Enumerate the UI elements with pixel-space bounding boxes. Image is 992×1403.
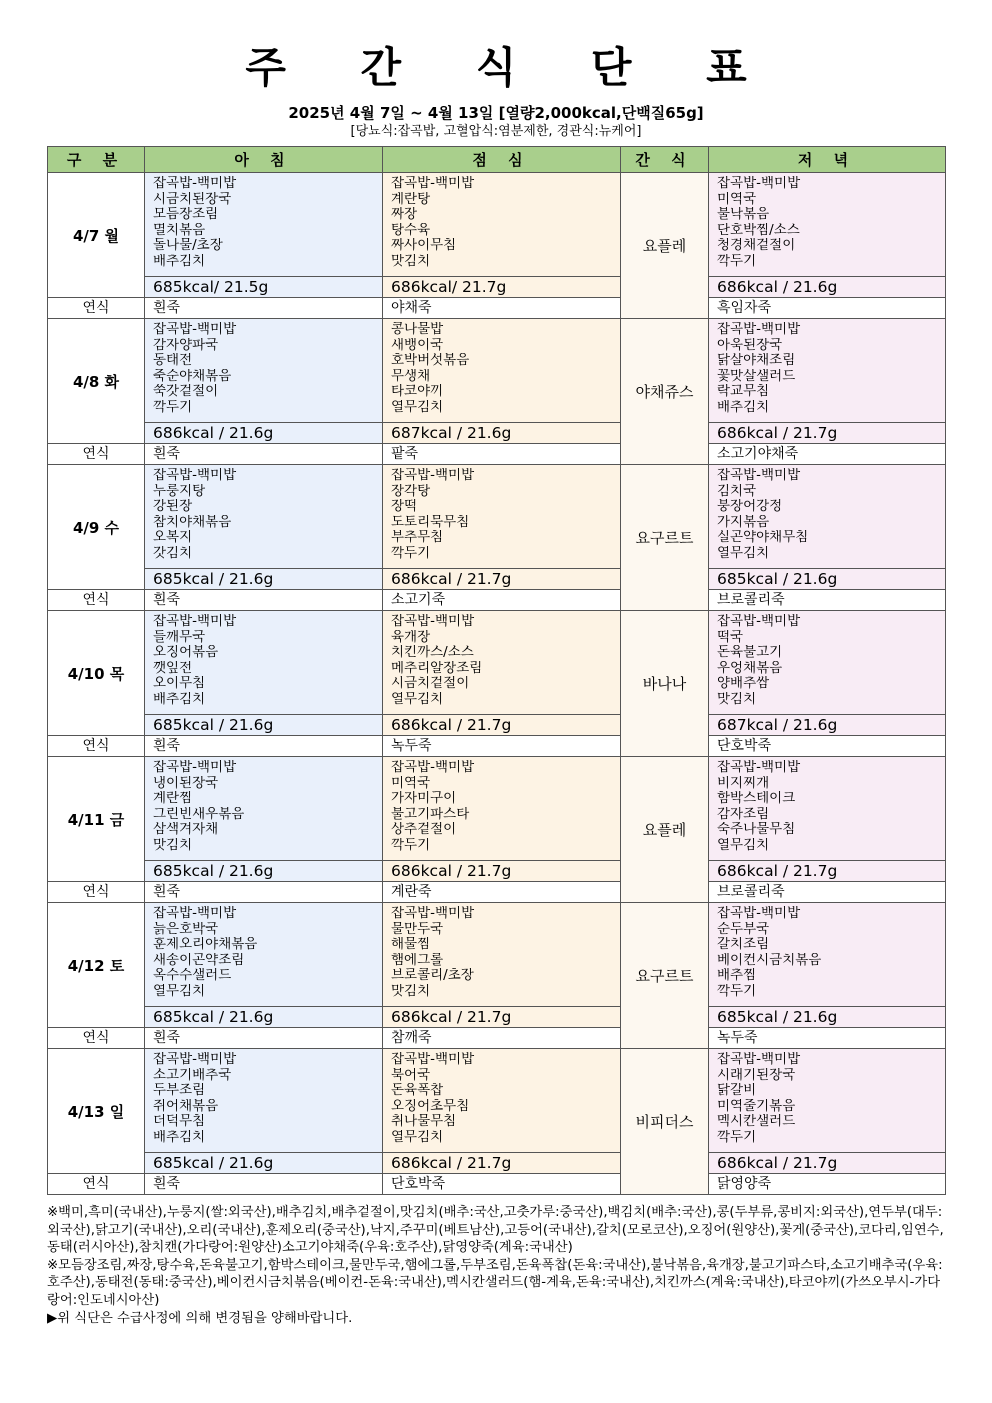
lunch-kcal: 686kcal / 21.7g xyxy=(383,1007,621,1028)
snack-item: 요구르트 xyxy=(621,465,709,611)
breakfast-porridge: 흰죽 xyxy=(145,1028,383,1049)
dinner-kcal: 687kcal / 21.6g xyxy=(709,715,946,736)
menu-item: 잡곡밥-백미밥 xyxy=(153,760,237,775)
header-breakfast: 아 침 xyxy=(145,147,383,173)
menu-item: 잡곡밥-백미밥 xyxy=(391,614,475,629)
snack-item: 바나나 xyxy=(621,611,709,757)
menu-item: 더덕무침 xyxy=(153,1114,206,1130)
day-items-row xyxy=(48,465,946,569)
lunch-porridge: 녹두죽 xyxy=(383,736,621,757)
menu-item: 가자미구이 xyxy=(391,791,457,807)
menu-item: 계란탕 xyxy=(391,191,431,207)
menu-item: 순두부국 xyxy=(717,921,770,937)
menu-item: 가지볶음 xyxy=(717,514,770,530)
menu-item: 닭살야채조림 xyxy=(717,353,796,369)
menu-item: 양배추쌈 xyxy=(717,676,770,692)
day-label: 4/7 월 xyxy=(48,173,145,298)
menu-item: 깍두기 xyxy=(717,1129,757,1145)
menu-item: 갈치조림 xyxy=(717,937,770,953)
menu-item: 부추무침 xyxy=(391,530,444,546)
menu-item: 호박버섯볶음 xyxy=(391,353,470,369)
menu-item: 멕시칸샐러드 xyxy=(717,1114,796,1130)
date-range-subtitle: 2025년 4월 7일 ~ 4월 13일 [열량2,000kcal,단백질65g] xyxy=(288,104,704,122)
lunch-porridge: 단호박죽 xyxy=(383,1174,621,1195)
snack-item: 요플레 xyxy=(621,173,709,319)
lunch-porridge: 참깨죽 xyxy=(383,1028,621,1049)
menu-item: 도토리묵무침 xyxy=(391,514,470,530)
menu-item: 떡국 xyxy=(717,629,744,645)
dinner-porridge: 소고기야채죽 xyxy=(709,444,946,465)
menu-item: 베이컨시금치볶음 xyxy=(717,952,822,968)
menu-item: 잡곡밥-백미밥 xyxy=(717,906,801,921)
dinner-items xyxy=(709,1049,946,1153)
menu-item: 북어국 xyxy=(391,1067,431,1083)
menu-item: 붕장어강정 xyxy=(717,499,783,515)
dinner-kcal: 686kcal / 21.6g xyxy=(709,277,946,298)
menu-item: 맛김치 xyxy=(391,983,431,999)
origin-note-2: ※모듬장조림,짜장,탕수육,돈육불고기,함박스테이크,물만두국,햄에그롤,두부조림,돈육폭찹(돈육:국내산),불낙볶음,육개장,불고기파스타,소고기배추국(우육:호주산),동태전(동태:중국산),베이컨시금치볶음(베이컨-돈육:국내산),멕시칸샐러드(햄-계육,돈육:국내산),치킨까스(계육:국내산),타코야끼(가쓰오부시-가다랑어:인도네시아산) xyxy=(47,1257,943,1308)
breakfast-items xyxy=(145,611,383,715)
menu-item: 우엉채볶음 xyxy=(717,660,783,676)
menu-item: 강된장 xyxy=(153,499,193,515)
menu-item: 육개장 xyxy=(391,629,431,645)
weekly-menu-table xyxy=(47,146,946,1195)
snack-item: 요플레 xyxy=(621,757,709,903)
menu-item: 깍두기 xyxy=(717,983,757,999)
menu-item: 동태전 xyxy=(153,353,193,369)
menu-item: 맛김치 xyxy=(391,253,431,269)
menu-item: 맛김치 xyxy=(717,691,757,707)
dinner-porridge: 닭영양죽 xyxy=(709,1174,946,1195)
day-items-row xyxy=(48,173,946,277)
lunch-kcal: 686kcal / 21.7g xyxy=(383,1153,621,1174)
menu-item: 메추리알장조림 xyxy=(391,660,483,676)
menu-item: 늙은호박국 xyxy=(153,921,219,937)
breakfast-items xyxy=(145,319,383,423)
lunch-items xyxy=(383,1049,621,1153)
menu-item: 짜장 xyxy=(391,207,418,223)
menu-item: 죽순야채볶음 xyxy=(153,368,232,384)
day-label: 4/8 화 xyxy=(48,319,145,444)
menu-body xyxy=(48,173,946,1195)
menu-item: 돈육불고기 xyxy=(717,645,783,661)
menu-item: 미역국 xyxy=(717,191,757,207)
porridge-row xyxy=(48,298,946,319)
menu-item: 삼색겨자채 xyxy=(153,822,219,838)
menu-item: 콩나물밥 xyxy=(391,322,444,337)
menu-item: 장떡 xyxy=(391,499,418,515)
menu-item: 감자조림 xyxy=(717,806,770,822)
dinner-kcal: 686kcal / 21.7g xyxy=(709,423,946,444)
breakfast-items xyxy=(145,173,383,277)
menu-item: 단호박찜/소스 xyxy=(717,222,800,238)
menu-item: 훈제오리야채볶음 xyxy=(153,937,258,953)
menu-item: 갓김치 xyxy=(153,545,193,561)
menu-item: 깍두기 xyxy=(153,399,193,415)
menu-item: 시금치된장국 xyxy=(153,191,232,207)
menu-item: 잡곡밥-백미밥 xyxy=(391,906,475,921)
breakfast-items xyxy=(145,1049,383,1153)
lunch-kcal: 686kcal/ 21.7g xyxy=(383,277,621,298)
breakfast-porridge: 흰죽 xyxy=(145,590,383,611)
dinner-kcal: 685kcal / 21.6g xyxy=(709,569,946,590)
lunch-items xyxy=(383,611,621,715)
menu-item: 잡곡밥-백미밥 xyxy=(717,468,801,483)
day-label: 4/10 목 xyxy=(48,611,145,736)
porridge-label: 연식 xyxy=(48,1174,145,1195)
menu-item: 쥐어채볶음 xyxy=(153,1098,219,1114)
dinner-items xyxy=(709,173,946,277)
breakfast-porridge: 흰죽 xyxy=(145,1174,383,1195)
menu-item: 청경채겉절이 xyxy=(717,238,796,254)
menu-item: 시래기된장국 xyxy=(717,1067,796,1083)
snack-item: 비피더스 xyxy=(621,1049,709,1195)
menu-item: 상추겉절이 xyxy=(391,822,457,838)
day-items-row xyxy=(48,1049,946,1153)
menu-item: 깻잎전 xyxy=(153,660,193,676)
menu-item: 열무김치 xyxy=(717,545,770,561)
menu-item: 오징어초무침 xyxy=(391,1098,470,1114)
lunch-items xyxy=(383,903,621,1007)
lunch-kcal: 686kcal / 21.7g xyxy=(383,569,621,590)
breakfast-kcal: 685kcal / 21.6g xyxy=(145,1007,383,1028)
dinner-items xyxy=(709,611,946,715)
breakfast-porridge: 흰죽 xyxy=(145,736,383,757)
header-lunch: 점 심 xyxy=(383,147,621,173)
porridge-row xyxy=(48,882,946,903)
menu-item: 감자양파국 xyxy=(153,337,219,353)
breakfast-kcal: 685kcal / 21.6g xyxy=(145,569,383,590)
header-row xyxy=(48,147,946,173)
menu-item: 물만두국 xyxy=(391,921,444,937)
breakfast-kcal: 685kcal / 21.6g xyxy=(145,861,383,882)
menu-item: 깍두기 xyxy=(717,253,757,269)
menu-item: 깍두기 xyxy=(391,837,431,853)
menu-item: 누룽지탕 xyxy=(153,483,206,499)
breakfast-porridge: 흰죽 xyxy=(145,298,383,319)
lunch-items xyxy=(383,319,621,423)
menu-item: 해물찜 xyxy=(391,937,431,953)
menu-item: 취나물무침 xyxy=(391,1114,457,1130)
menu-item: 꽃맛살샐러드 xyxy=(717,368,796,384)
day-items-row xyxy=(48,757,946,861)
menu-item: 닭갈비 xyxy=(717,1083,757,1099)
breakfast-kcal: 685kcal / 21.6g xyxy=(145,715,383,736)
day-kcal-row xyxy=(48,277,946,298)
dinner-porridge: 브로콜리죽 xyxy=(709,590,946,611)
menu-item: 열무김치 xyxy=(391,399,444,415)
menu-item: 열무김치 xyxy=(391,691,444,707)
menu-item: 배추김치 xyxy=(153,691,206,707)
day-kcal-row xyxy=(48,715,946,736)
menu-item: 잡곡밥-백미밥 xyxy=(391,176,475,191)
origin-note-1: ※백미,흑미(국내산),누룽지(쌀:외국산),배추김치,배추겉절이,맛김치(배추:국산,고춧가루:중국산),백김치(배추:국산),콩(두부류,콩비지:외국산),연두부(대두:외국산),닭고기(국내산),오리(국내산),훈제오리(중국산),낙지,주꾸미(베트남산),고등어(국내산),갈치(모로코산),오징어(원양산),꽃게(중국산),코다리,임연수,동태(러시아산),참치캔(가다랑어:원양산)소고기야채죽(우육:호주산),닭영양죽(계육:국내산) xyxy=(47,1205,944,1256)
menu-item: 맛김치 xyxy=(153,837,193,853)
menu-item: 오징어볶음 xyxy=(153,645,219,661)
lunch-porridge: 소고기죽 xyxy=(383,590,621,611)
lunch-porridge: 팥죽 xyxy=(383,444,621,465)
menu-item: 잡곡밥-백미밥 xyxy=(153,614,237,629)
dinner-items xyxy=(709,465,946,569)
lunch-items xyxy=(383,173,621,277)
porridge-row xyxy=(48,1028,946,1049)
menu-item: 잡곡밥-백미밥 xyxy=(153,468,237,483)
day-items-row xyxy=(48,611,946,715)
menu-item: 숙주나물무침 xyxy=(717,822,796,838)
day-kcal-row xyxy=(48,1153,946,1174)
menu-item: 미역국 xyxy=(391,775,431,791)
dinner-kcal: 686kcal / 21.7g xyxy=(709,1153,946,1174)
menu-item: 짜사이무침 xyxy=(391,238,457,254)
lunch-items xyxy=(383,465,621,569)
day-label: 4/12 토 xyxy=(48,903,145,1028)
menu-item: 아욱된장국 xyxy=(717,337,783,353)
menu-item: 잡곡밥-백미밥 xyxy=(717,614,801,629)
porridge-row xyxy=(48,1174,946,1195)
porridge-label: 연식 xyxy=(48,298,145,319)
menu-item: 불낙볶음 xyxy=(717,207,770,223)
lunch-porridge: 계란죽 xyxy=(383,882,621,903)
day-kcal-row xyxy=(48,569,946,590)
day-label: 4/13 일 xyxy=(48,1049,145,1174)
menu-item: 햄에그롤 xyxy=(391,952,444,968)
menu-item: 잡곡밥-백미밥 xyxy=(717,760,801,775)
day-kcal-row xyxy=(48,861,946,882)
dinner-kcal: 686kcal / 21.7g xyxy=(709,861,946,882)
dinner-porridge: 녹두죽 xyxy=(709,1028,946,1049)
porridge-label: 연식 xyxy=(48,444,145,465)
day-items-row xyxy=(48,319,946,423)
change-notice: ▶위 식단은 수급사정에 의해 변경됨을 양해바랍니다. xyxy=(47,1310,353,1326)
menu-item: 두부조림 xyxy=(153,1083,206,1099)
menu-item: 잡곡밥-백미밥 xyxy=(717,176,801,191)
menu-item: 잡곡밥-백미밥 xyxy=(153,322,237,337)
breakfast-items xyxy=(145,757,383,861)
breakfast-porridge: 흰죽 xyxy=(145,882,383,903)
menu-item: 옥수수샐러드 xyxy=(153,968,232,984)
dinner-porridge: 흑임자죽 xyxy=(709,298,946,319)
menu-item: 새뱅이국 xyxy=(391,337,444,353)
diet-note: [당뇨식:잡곡밥, 고혈압식:염분제한, 경관식:뉴케어] xyxy=(350,124,642,139)
lunch-kcal: 686kcal / 21.7g xyxy=(383,715,621,736)
snack-item: 야채쥬스 xyxy=(621,319,709,465)
day-kcal-row xyxy=(48,423,946,444)
lunch-kcal: 686kcal / 21.7g xyxy=(383,861,621,882)
dinner-items xyxy=(709,903,946,1007)
menu-item: 잡곡밥-백미밥 xyxy=(153,906,237,921)
menu-item: 잡곡밥-백미밥 xyxy=(717,1052,801,1067)
porridge-label: 연식 xyxy=(48,1028,145,1049)
dinner-items xyxy=(709,757,946,861)
menu-item: 실곤약야채무침 xyxy=(717,530,809,546)
menu-item: 비지찌개 xyxy=(717,775,770,791)
menu-item: 오이무침 xyxy=(153,676,206,692)
porridge-row xyxy=(48,444,946,465)
menu-item: 잡곡밥-백미밥 xyxy=(153,176,237,191)
menu-item: 그린빈새우볶음 xyxy=(153,806,245,822)
menu-item: 락교무침 xyxy=(717,384,770,400)
menu-item: 열무김치 xyxy=(153,983,206,999)
dinner-porridge: 브로콜리죽 xyxy=(709,882,946,903)
header-snack: 간 식 xyxy=(621,147,709,173)
menu-item: 타코야끼 xyxy=(391,384,444,400)
menu-item: 미역줄기볶음 xyxy=(717,1098,796,1114)
menu-item: 모듬장조림 xyxy=(153,207,219,223)
dinner-items xyxy=(709,319,946,423)
snack-item: 요구르트 xyxy=(621,903,709,1049)
menu-item: 배추김치 xyxy=(717,399,770,415)
porridge-label: 연식 xyxy=(48,590,145,611)
breakfast-kcal: 685kcal/ 21.5g xyxy=(145,277,383,298)
lunch-kcal: 687kcal / 21.6g xyxy=(383,423,621,444)
menu-item: 잡곡밥-백미밥 xyxy=(717,322,801,337)
porridge-row xyxy=(48,590,946,611)
menu-item: 계란찜 xyxy=(153,791,193,807)
menu-item: 돈육폭찹 xyxy=(391,1083,444,1099)
menu-item: 들깨무국 xyxy=(153,629,206,645)
day-label: 4/11 금 xyxy=(48,757,145,882)
porridge-row xyxy=(48,736,946,757)
menu-item: 쑥갓겉절이 xyxy=(153,384,219,400)
breakfast-kcal: 686kcal / 21.6g xyxy=(145,423,383,444)
dinner-porridge: 단호박죽 xyxy=(709,736,946,757)
lunch-porridge: 야채죽 xyxy=(383,298,621,319)
menu-item: 장각탕 xyxy=(391,483,431,499)
menu-item: 배추김치 xyxy=(153,1129,206,1145)
breakfast-items xyxy=(145,465,383,569)
menu-item: 열무김치 xyxy=(391,1129,444,1145)
breakfast-items xyxy=(145,903,383,1007)
menu-item: 배추김치 xyxy=(153,253,206,269)
menu-item: 잡곡밥-백미밥 xyxy=(391,1052,475,1067)
porridge-label: 연식 xyxy=(48,736,145,757)
menu-item: 무생채 xyxy=(391,368,431,384)
menu-item: 배추찜 xyxy=(717,968,757,984)
menu-item: 멸치볶음 xyxy=(153,222,206,238)
menu-item: 잡곡밥-백미밥 xyxy=(153,1052,237,1067)
breakfast-porridge: 흰죽 xyxy=(145,444,383,465)
lunch-items xyxy=(383,757,621,861)
menu-item: 열무김치 xyxy=(717,837,770,853)
menu-item: 새송이곤약조림 xyxy=(153,952,245,968)
menu-item: 깍두기 xyxy=(391,545,431,561)
page-title: 주 간 식 단 표 xyxy=(245,43,777,92)
menu-item: 치킨까스/소스 xyxy=(391,645,474,661)
footnotes xyxy=(47,1204,949,1327)
dinner-kcal: 685kcal / 21.6g xyxy=(709,1007,946,1028)
porridge-label: 연식 xyxy=(48,882,145,903)
menu-item: 함박스테이크 xyxy=(717,791,796,807)
menu-item: 오복지 xyxy=(153,530,193,546)
menu-item: 냉이된장국 xyxy=(153,775,219,791)
menu-item: 김치국 xyxy=(717,483,757,499)
menu-item: 돌나물/초장 xyxy=(153,238,223,254)
menu-item: 소고기배추국 xyxy=(153,1067,232,1083)
day-label: 4/9 수 xyxy=(48,465,145,590)
menu-item: 잡곡밥-백미밥 xyxy=(391,468,475,483)
menu-item: 시금치겉절이 xyxy=(391,676,470,692)
header-category: 구 분 xyxy=(48,147,145,173)
breakfast-kcal: 685kcal / 21.6g xyxy=(145,1153,383,1174)
header-dinner: 저 녁 xyxy=(709,147,946,173)
day-kcal-row xyxy=(48,1007,946,1028)
menu-item: 참치야채볶음 xyxy=(153,514,232,530)
menu-item: 브로콜리/초장 xyxy=(391,968,474,984)
day-items-row xyxy=(48,903,946,1007)
menu-item: 불고기파스타 xyxy=(391,806,470,822)
menu-item: 탕수육 xyxy=(391,222,431,238)
menu-item: 잡곡밥-백미밥 xyxy=(391,760,475,775)
